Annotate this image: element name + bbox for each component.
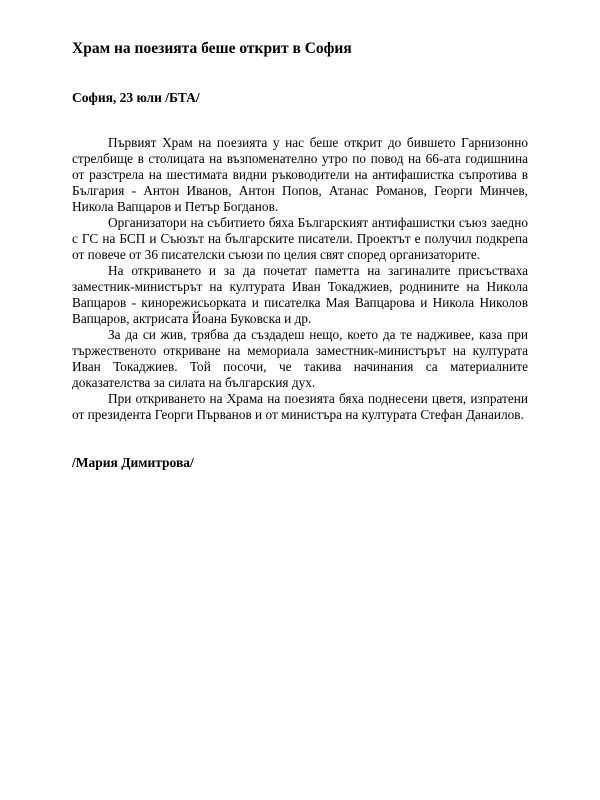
article-paragraph: За да си жив, трябва да създадеш нещо, което да те надживее, каза при тържественото откриване на мемориала заместник-министърът на културата Иван Токаджиев. Той посочи, че такива начинания са материалните доказателства за силата на българския дух. — [72, 327, 528, 390]
article-title: Храм на поезията беше открит в София — [72, 40, 352, 57]
article-paragraph: На откриването и за да почетат паметта на загиналите присъстваха заместник-министърът на културата Иван Токаджиев, роднините на Никола Вапцаров - кинорежисьорката и писателка Мая Вапцарова и Никола Николов Вапцаров, актрисата Йоана Буковска и др. — [72, 263, 528, 326]
article-dateline: София, 23 юли /БТА/ — [72, 90, 200, 105]
article-body — [72, 135, 528, 423]
article-paragraph: Първият Храм на поезията у нас беше открит до бившето Гарнизонно стрелбище в столицата на възпоменателно утро по повод на 66-ата годишнина от разстрела на шестимата видни ръководители на антифашистка съпротива в България - Антон Иванов, Антон Попов, Атанас Романов, Георги Минчев, Никола Вапцаров и Петър Богданов. — [72, 135, 528, 214]
article-paragraph: При откриването на Храма на поезията бяха поднесени цветя, изпратени от президента Георги Първанов и от министъра на културата Стефан Данаилов. — [72, 391, 528, 422]
article-paragraph: Организатори на събитието бяха Българският антифашистки съюз заедно с ГС на БСП и Съюзът на българските писатели. Проектът е получил подкрепа от повече от 36 писателски съюзи по целия свят според организаторите. — [72, 215, 528, 262]
article-author: /Мария Димитрова/ — [72, 455, 194, 470]
